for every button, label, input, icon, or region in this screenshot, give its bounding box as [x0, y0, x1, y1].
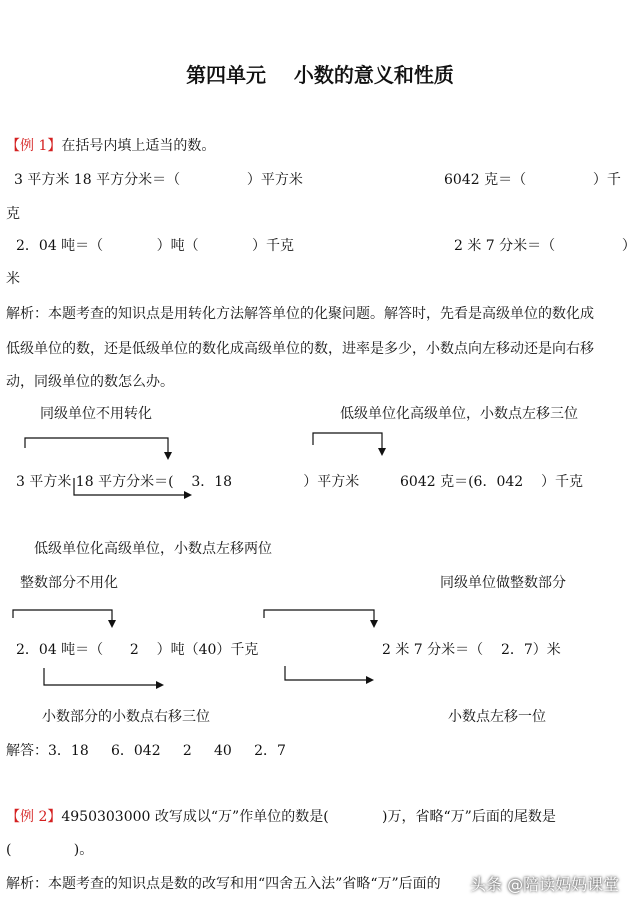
label-same-unit-no-convert: 同级单位不用转化	[40, 406, 152, 422]
label-decimal-left-1: 小数点左移一位	[448, 709, 546, 725]
question-3: 2．04 吨＝（ ）吨（ ）千克	[16, 238, 294, 254]
label-low-to-high-left-3: 低级单位化高级单位，小数点左移三位	[340, 406, 578, 422]
question-4-unit: 米	[6, 271, 20, 287]
example-1-heading: 【例 1】在括号内填上适当的数。	[6, 138, 216, 154]
worked-row-2b: 2 米 7 分米＝（ 2．7）米	[382, 642, 561, 658]
question-4: 2 米 7 分米＝（ ）	[454, 238, 636, 254]
example-1-prompt: 在括号内填上适当的数。	[61, 138, 216, 154]
bracket-arrow-integer	[13, 610, 116, 628]
worked-row-1b: 6042 克＝(6．042 ）千克	[400, 474, 583, 490]
bracket-arrow-low-to-high-3	[313, 433, 386, 456]
question-2: 6042 克＝（ ）千	[444, 172, 621, 188]
worked-row-2a: 2．04 吨＝（ 2 ）吨（40）千克	[16, 642, 259, 658]
example-2-text: 【例 2】4950303000 改写成以“万”作单位的数是( )万，省略“万”后面的尾数是	[6, 809, 556, 825]
example-2-question: 4950303000 改写成以“万”作单位的数是( )万，省略“万”后面的尾数是	[61, 809, 556, 825]
analysis-2: 解析：本题考查的知识点是数的改写和用“四舍五入法”省略“万”后面的	[6, 876, 441, 892]
answer-1: 解答：3．18 6．042 2 40 2．7	[6, 743, 286, 759]
bracket-arrow-same-unit	[25, 438, 172, 460]
question-1: 3 平方米 18 平方分米＝（ ）平方米	[14, 172, 303, 188]
example-1-label: 例 1	[20, 138, 48, 154]
analysis-line-2: 低级单位的数，还是低级单位的数化成高级单位的数，进率是多少，小数点向左移动还是向右移	[6, 341, 594, 357]
question-2-unit: 克	[6, 206, 20, 222]
example-2-label: 例 2	[20, 809, 48, 825]
watermark: 头条 @陪读妈妈课堂	[470, 875, 620, 894]
underline-arrow-decimal-left	[285, 666, 374, 684]
bracket-arrow-same-unit-integer	[264, 610, 378, 628]
worked-row-1a: 3 平方米 18 平方分米＝( 3．18 ）平方米	[16, 474, 360, 490]
underline-arrow-decimal-right	[44, 668, 164, 689]
label-integer-no-change: 整数部分不用化	[20, 575, 118, 591]
analysis-line-3: 动，同级单位的数怎么办。	[6, 374, 174, 390]
page-title: 第四单元 小数的意义和性质	[186, 63, 454, 87]
label-same-unit-integer: 同级单位做整数部分	[440, 575, 566, 591]
underline-arrow-row-1	[74, 478, 192, 499]
label-low-to-high-left-2: 低级单位化高级单位，小数点左移两位	[34, 541, 272, 557]
label-decimal-right-3: 小数部分的小数点右移三位	[42, 709, 210, 725]
analysis-line-1: 解析：本题考查的知识点是用转化方法解答单位的化聚问题。解答时，先看是高级单位的数化成	[6, 306, 594, 322]
example-2-question-cont: ( )。	[6, 842, 94, 858]
